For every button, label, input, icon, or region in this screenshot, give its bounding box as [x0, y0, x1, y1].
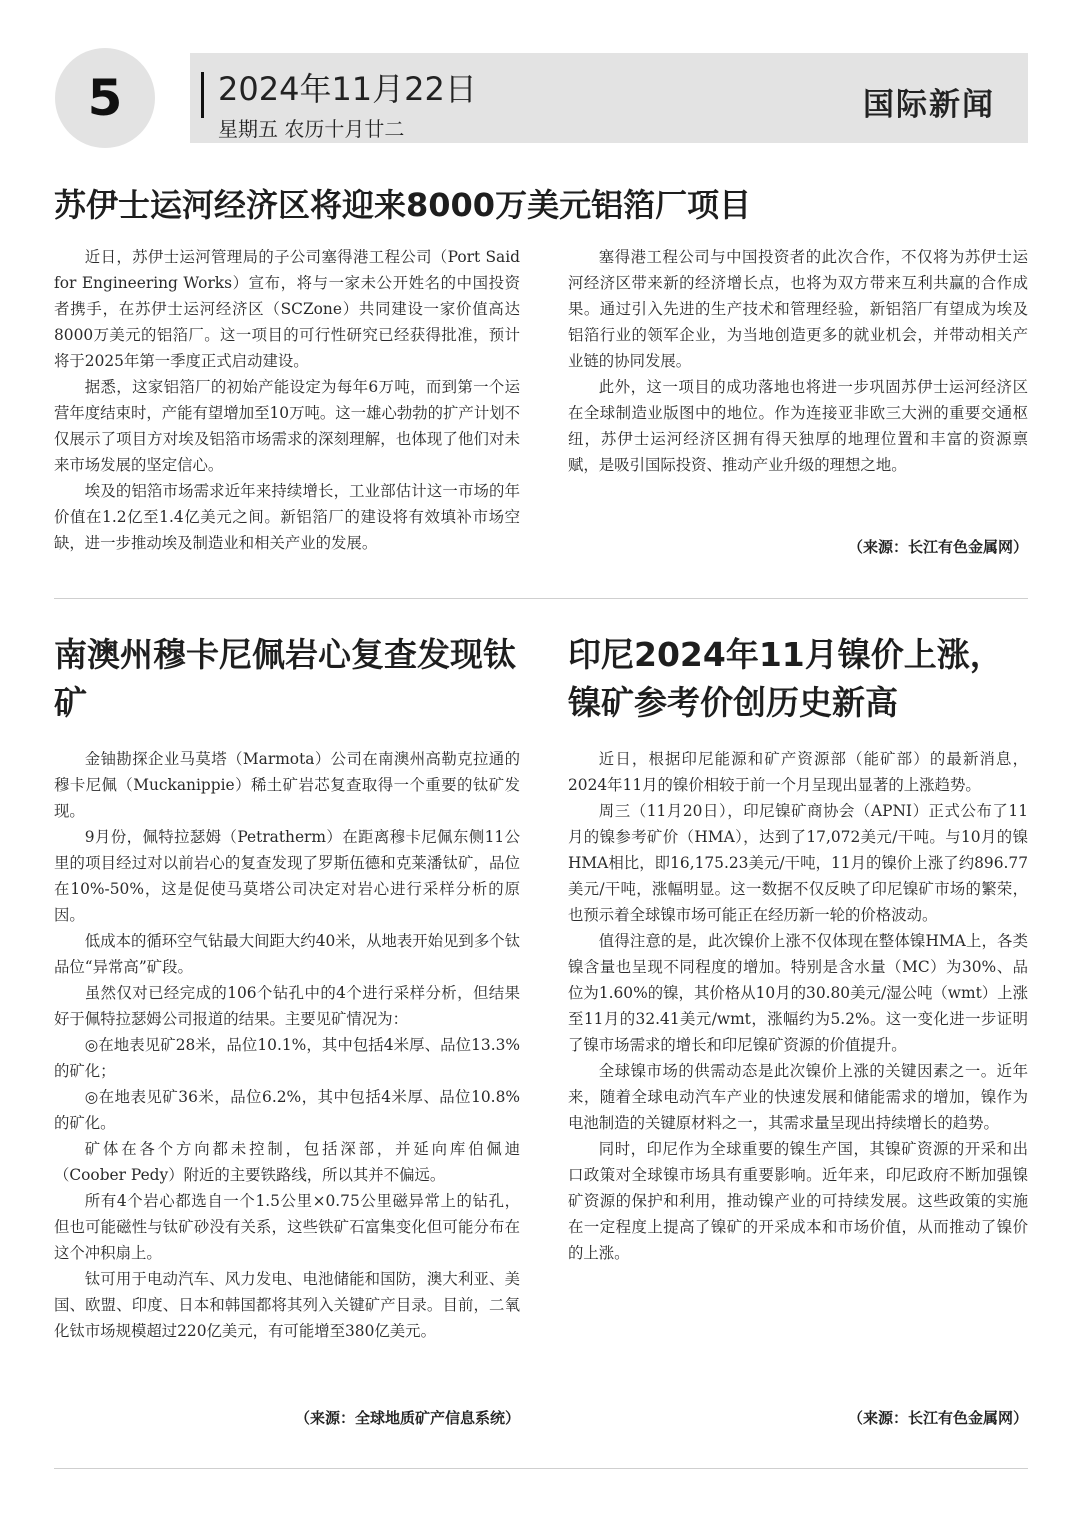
section-name: 国际新闻 — [863, 87, 995, 123]
article2-paragraph: 矿体在各个方向都未控制，包括深部，并延向库伯佩迪（Coober Pedy）附近的主要铁路线，所以其并不偏远。 — [54, 1140, 520, 1184]
article1-paragraph: 据悉，这家铝箔厂的初始产能设定为每年6万吨，而到第一个运营年度结束时，产能有望增加至10万吨。这一雄心勃勃的扩产计划不仅展示了项目方对埃及铝箔市场需求的深刻理解，也体现了他们对未来市场发展的坚定信心。 — [54, 378, 520, 474]
article3-paragraph: 同时，印尼作为全球重要的镍生产国，其镍矿资源的开采和出口政策对全球镍市场具有重要影响。近年来，印尼政府不断加强镍矿资源的保护和利用，推动镍产业的可持续发展。这些政策的实施在一定程度上提高了镍矿的开采成本和市场价值，从而推动了镍价的上涨。 — [568, 1140, 1028, 1262]
article2-paragraph: 低成本的循环空气钻最大间距大约40米，从地表开始见到多个钛品位“异常高”矿段。 — [54, 932, 520, 976]
article1-source: （来源：长江有色金属网） — [847, 538, 1028, 556]
lunar-date: 星期五 农历十月廿二 — [218, 117, 405, 141]
article3-source: （来源：长江有色金属网） — [847, 1409, 1028, 1427]
article2-paragraph: 金铀勘探企业马莫塔（Marmota）公司在南澳州高勒克拉通的穆卡尼佩（Muckanippie）稀土矿岩芯复查取得一个重要的钛矿发现。 — [54, 750, 520, 820]
article3-paragraph: 值得注意的是，此次镍价上涨不仅体现在整体镍HMA上，各类镍含量也呈现不同程度的增加。特别是含水量（MC）为30%、品位为1.60%的镍，其价格从10月的30.80美元/湿公吨（wmt）上涨至11月的32.41美元/wmt，涨幅约为5.2%。这一变化进一步证明了镍市场需求的增长和印尼镍矿资源的价值提升。 — [568, 932, 1028, 1054]
issue-date: 2024年11月22日 — [218, 70, 477, 108]
article3-paragraph: 全球镍市场的供需动态是此次镍价上涨的关键因素之一。近年来，随着全球电动汽车产业的快速发展和储能需求的增加，镍作为电池制造的关键原材料之一，其需求量呈现出持续增长的趋势。 — [568, 1062, 1028, 1132]
section-divider — [54, 598, 1028, 599]
page-number: 5 — [55, 48, 155, 148]
article3-title: 印尼2024年11月镍价上涨，镍矿参考价创历史新高 — [568, 635, 1003, 722]
article1-right-column — [568, 244, 1028, 478]
article1-paragraph: 此外，这一项目的成功落地也将进一步巩固苏伊士运河经济区在全球制造业版图中的地位。作为连接亚非欧三大洲的重要交通枢纽，苏伊士运河经济区拥有得天独厚的地理位置和丰富的资源禀赋，是吸引国际投资、推动产业升级的理想之地。 — [568, 378, 1028, 474]
article2-source: （来源：全球地质矿产信息系统） — [294, 1409, 520, 1427]
article1-title: 苏伊士运河经济区将迎来8000万美元铝箔厂项目 — [54, 186, 752, 224]
article1-left-column — [54, 244, 520, 556]
article3-column — [568, 746, 1028, 1266]
article3-paragraph: 周三（11月20日），印尼镍矿商协会（APNI）正式公布了11月的镍参考矿价（HMA），达到了17,072美元/干吨。与10月的镍HMA相比，即16,175.23美元/干吨，11月的镍价上涨了约896.77美元/干吨，涨幅明显。这一数据不仅反映了印尼镍矿市场的繁荣，也预示着全球镍市场可能正在经历新一轮的价格波动。 — [568, 802, 1028, 924]
article1-paragraph: 塞得港工程公司与中国投资者的此次合作，不仅将为苏伊士运河经济区带来新的经济增长点，也将为双方带来互利共赢的合作成果。通过引入先进的生产技术和管理经验，新铝箔厂有望成为埃及铝箔行业的领军企业，为当地创造更多的就业机会，并带动相关产业链的协同发展。 — [568, 248, 1028, 370]
article2-column — [54, 746, 520, 1344]
article2-paragraph: ◎在地表见矿28米，品位10.1%，其中包括4米厚、品位13.3%的矿化； — [54, 1036, 520, 1080]
article2-paragraph: 虽然仅对已经完成的106个钻孔中的4个进行采样分析，但结果好于佩特拉瑟姆公司报道的结果。主要见矿情况为： — [54, 984, 520, 1028]
article1-paragraph: 近日，苏伊士运河管理局的子公司塞得港工程公司（Port Said for Engineering Works）宣布，将与一家未公开姓名的中国投资者携手，在苏伊士运河经济区（SCZone）共同建设一家价值高达8000万美元的铝箔厂。这一项目的可行性研究已经获得批准，预计将于2025年第一季度正式启动建设。 — [54, 248, 520, 370]
article3-paragraph: 近日，根据印尼能源和矿产资源部（能矿部）的最新消息，2024年11月的镍价相较于前一个月呈现出显著的上涨趋势。 — [568, 750, 1028, 794]
article1-paragraph: 埃及的铝箔市场需求近年来持续增长，工业部估计这一市场的年价值在1.2亿至1.4亿美元之间。新铝箔厂的建设将有效填补市场空缺，进一步推动埃及制造业和相关产业的发展。 — [54, 482, 520, 552]
header-divider — [201, 72, 204, 118]
bottom-divider — [54, 1468, 1028, 1469]
article2-paragraph: 所有4个岩心都选自一个1.5公里×0.75公里磁异常上的钻孔，但也可能磁性与钛矿砂没有关系，这些铁矿石富集变化但可能分布在这个冲积扇上。 — [54, 1192, 520, 1262]
article2-paragraph: ◎在地表见矿36米，品位6.2%，其中包括4米厚、品位10.8%的矿化。 — [54, 1088, 520, 1132]
article2-title: 南澳州穆卡尼佩岩心复查发现钛矿 — [54, 635, 516, 722]
article2-paragraph: 9月份，佩特拉瑟姆（Petratherm）在距离穆卡尼佩东侧11公里的项目经过对以前岩心的复查发现了罗斯伍德和克莱潘钛矿，品位在10%-50%，这是促使马莫塔公司决定对岩心进行采样分析的原因。 — [54, 828, 520, 924]
article2-paragraph: 钛可用于电动汽车、风力发电、电池储能和国防，澳大利亚、美国、欧盟、印度、日本和韩国都将其列入关键矿产目录。目前，二氧化钛市场规模超过220亿美元，有可能增至380亿美元。 — [54, 1270, 520, 1340]
